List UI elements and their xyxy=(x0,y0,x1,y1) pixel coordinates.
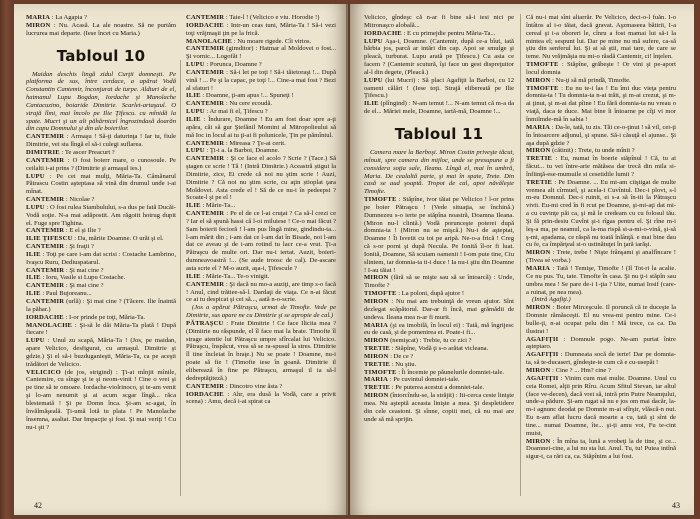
dialogue-text: : Şi mai cine ? xyxy=(64,266,104,274)
dialogue-line xyxy=(186,14,336,22)
speaker-name: ILIE xyxy=(186,202,201,210)
dialogue-line xyxy=(526,124,676,148)
dialogue-text: : Intr-un ceas tuni, Măria-Ta ! Să-i vezi toţi vrăjmaşii ţin pe la frică. xyxy=(186,21,336,37)
scene-title: Tabloul 10 xyxy=(56,46,146,65)
dialogue-text: : La poloni, după ajutor ! xyxy=(396,290,465,298)
dialogue-line xyxy=(186,22,336,38)
dialogue-text: : Boier Mirceşcule. Il poruncă că te duceşte la Domnie rămăsceşti. El nu vrea-mi pentru mine. Ce-i bulle-ţi, n-ai ocupat pelu din ! Mă trece, ca ca. Da ilustrat ! xyxy=(526,304,676,335)
dialogue-line xyxy=(26,14,176,22)
dialogue-line xyxy=(26,149,176,157)
stage-direction: Camera mare la Berboşi. Miron Costin priveşte tăcut, mînuit, spre camera din mijloc, unde se presupune a fi considera soţia sale, Ileana. Lîngă el, mai în umbră, Maria. De cealaltă parte, şi mai în spate, Trete. Din casă se aud şoaptă. Tropot de cal, apoi năvăleşte Timofte. xyxy=(364,148,514,196)
dialogue-line xyxy=(364,337,514,345)
speaker-name: MIRON xyxy=(526,76,551,84)
dialogue-line xyxy=(526,367,676,375)
speaker-name: ILIE xyxy=(26,290,41,298)
speaker-name: CANTEMIR xyxy=(186,100,225,108)
speaker-name: MANOLACHE xyxy=(26,321,73,329)
dialogue-text: : Doamne, ţi-am apus !... Spuneţi ! xyxy=(200,92,294,100)
dialogue-text: : Îndurare, Doamne ! Eu am fost doar spre a-ţi apăra, căi să gur Ştefănil Momini al Mitropolieului să mă Ioc in locul ai tu ţi-ai fi polunicele, Ţin pe pămîntul. xyxy=(186,115,336,139)
speaker-name: TRETIE xyxy=(364,360,391,368)
dialogue-line xyxy=(526,85,676,124)
dialogue-text: : Nu ştiu. xyxy=(390,360,417,368)
speaker-name: TRETIE xyxy=(526,178,553,186)
dialogue-line xyxy=(26,243,176,251)
speaker-name: LUPU xyxy=(26,172,45,180)
speaker-name: VELICICO xyxy=(26,368,61,376)
speaker-name: MARIA xyxy=(26,14,51,21)
dialogue-text: : Şi fraţii ? xyxy=(64,243,94,251)
dialogue-line xyxy=(186,210,336,273)
speaker-name: MIRON xyxy=(364,352,389,360)
dialogue-line xyxy=(26,322,176,338)
dialogue-text: : Dumneata socă de ierte! Dar pe domnia-ta, să te-ducaseri, gîndeşte-te cum că e cu-usepăt ! xyxy=(526,351,676,367)
dialogue-line xyxy=(186,281,336,305)
speaker-name: CANTEMIR xyxy=(26,227,65,235)
dialogue-text: (gimditor) : Hatmar al Moldovei o fost... Şi vornic... Logofăt ! xyxy=(186,45,336,61)
speaker-name: IORDACHE xyxy=(186,390,224,398)
dialogue-line xyxy=(186,61,336,69)
speaker-name: AGAFIŢII xyxy=(526,374,559,382)
dialogue-line xyxy=(526,147,676,155)
speaker-name: CANTEMIR xyxy=(186,14,225,21)
dialogue-text: : O fost rulea Stambulului, s-a dus pe fată Ducăi-Vodă soţie. N-a mai adăpostit. Am răgoitt hotrug dupit el. Fuge spre Tighina. xyxy=(26,203,176,227)
dialogue-line xyxy=(26,274,176,282)
dialogue-line xyxy=(526,155,676,179)
dialogue-text: : Mărie-Ta... xyxy=(200,202,236,210)
dialogue-line xyxy=(186,116,336,140)
speaker-name: CANTEMIR xyxy=(26,266,65,274)
speaker-name: ILIE xyxy=(26,250,41,258)
dialogue-line xyxy=(26,290,176,298)
speaker-name: CANTEMIR xyxy=(186,155,225,163)
dialogue-text: (cătinit) : Trete, tu unde mînii ? xyxy=(550,147,635,155)
dialogue-text: : Nu-ţi să mă prindă, Timofte. xyxy=(550,76,631,84)
dialogue-line xyxy=(186,391,336,407)
speaker-name: LUPU xyxy=(186,147,205,155)
dialogue-text: : Mireasa ? Ţe-ai cerit. xyxy=(224,139,286,147)
dialogue-line xyxy=(26,22,176,38)
dialogue-text: : Ahr, era dusă la Vodă, care a privit scena) : Amu, decă i-ai spirat ca xyxy=(186,390,336,406)
dialogue-line xyxy=(526,351,676,367)
dialogue-line xyxy=(26,298,176,314)
dialogue-text: : Stăpîne, grăbeşte ! Or vini şi pe-aport locul domnia xyxy=(526,61,676,76)
dialogue-line xyxy=(364,196,514,274)
dialogue-line xyxy=(186,147,336,155)
dialogue-line xyxy=(364,14,514,30)
dialogue-text: : Toţi pe care i-am dat scrisi : Costache Lambrino, Ivaşcu Ruru, Dediuspatarul. xyxy=(26,250,176,266)
speaker-name: ILIE xyxy=(26,274,41,282)
dialogue-line xyxy=(26,282,176,290)
speaker-name: LUPU xyxy=(26,337,45,345)
dialogue-text: : Nicolae ? xyxy=(64,196,95,204)
speaker-name: PĂTRAŞCU xyxy=(186,319,224,327)
dialogue-text: : Îi încemie pe păunelurile domniei-tale. xyxy=(396,368,505,376)
right-page-column-2 xyxy=(526,14,676,461)
speaker-name: ILIE xyxy=(186,92,201,100)
dialogue-text: : Nu mai am trebuinţă de vreun ajutor. Sînt dezlegat scăpătorul. Dar-ar fi încă, mai grămădii de undeva. Ileana mea n-ar fi murit. xyxy=(364,298,514,321)
speaker-name: MIRON xyxy=(526,437,551,445)
speaker-name: CANTEMIR xyxy=(186,280,225,288)
dialogue-text: : La Agapia ? xyxy=(50,14,88,21)
speaker-name: CANTEMIR xyxy=(186,45,225,53)
speaker-name: AGAFIŢII xyxy=(526,335,559,343)
dialogue-line xyxy=(526,179,676,250)
dialogue-text: : Stăpîne, Vodă ţi s-o arătat vicleana. xyxy=(390,345,489,353)
speaker-name: CANTEMIR xyxy=(26,298,65,305)
dialogue-line xyxy=(26,267,176,275)
dialogue-text: : Trete, trebe ! Nişte frânşami şi analfîncare ! (Tivea sé vorba.) xyxy=(526,249,676,265)
speaker-name: TRETIE xyxy=(526,155,553,163)
column-divider xyxy=(180,60,181,496)
dialogue-line xyxy=(364,274,514,290)
speaker-name: ILIE ŢIFESCU xyxy=(26,235,73,243)
dialogue-text: : Dincotro vine ăsta ? xyxy=(224,382,283,390)
speaker-name: MIRON xyxy=(526,304,551,312)
speaker-name: MIRON xyxy=(364,392,389,400)
dialogue-text: : Pe cuvintul domniei-tale. xyxy=(388,376,460,384)
dialogue-line xyxy=(364,290,514,298)
dialogue-line xyxy=(26,314,176,322)
dialogue-line xyxy=(26,369,176,432)
dialogue-line xyxy=(186,45,336,61)
dialogue-text: : În mîna ta, lună a vrobeţi la de tine, şi ce... Doamnei-cine, a lui nu sta lui. Anul. Tu, tu! Putea intînă sigur-t, ca rări ca, ca. Stăpînim a lui fost. xyxy=(526,437,676,461)
speaker-name: LUPU xyxy=(26,203,45,211)
dialogue-text: : Nu. Acasă. La ale noastre. Să ne purtăm lucrurea mai departe. (Iese încet cu Maria.) xyxy=(26,21,176,37)
speaker-name: CANTEMIR xyxy=(186,210,225,218)
dialogue-line xyxy=(526,14,676,61)
dialogue-line xyxy=(526,304,676,335)
speaker-name: CANTEMIR xyxy=(186,382,225,390)
dialogue-text: (plîngind) : N-am temut !... N-am temut că m-a da de el... Măriei mele, Doamne, iartă-mă, Doamne !... xyxy=(364,100,514,116)
left-page-column-1 xyxy=(26,14,176,431)
dialogue-line xyxy=(186,140,336,148)
dialogue-line xyxy=(186,202,336,210)
dialogue-line xyxy=(526,61,676,77)
dialogue-text: : Taie-l ! (Velicico e viu. Horodie !) xyxy=(224,14,320,21)
speaker-name: TRETIE xyxy=(364,345,391,353)
dialogue-line xyxy=(364,100,514,116)
speaker-name: MIRON xyxy=(26,21,51,29)
dialogue-line xyxy=(26,227,176,235)
speaker-name: MIRON xyxy=(526,147,551,155)
dialogue-text: : Frate Dimitrie ! Ce face Ilicita mea ? (Dimitrie nu răspunde, el îl face mai la brate. Timofte îl strage atentie lui Pătraşcu umpre sfîrcalat lui Velicico. Pătraşcu, înspăcut, vrea să se ra-spusul la stres. Dimitrie îl tine încleiat în braţe.) Nu se poate ! Doamne, nu-i poate să fie ! (Timofte iese în goană. Dimitrie il eliberează în fine pe Pătraşcu, armaşul il ia să-l dedreptăţiteză.) xyxy=(186,319,336,382)
dialogue-text: : Pe Doamne. ... Eu mi-am ciiştigat de multe vremea alt cîrmuel, şi acela-i Cuvîntul. Dec-i plovt, s-l m-eu Domnul. Dec-i ruinit, ei s-a să în-tii la Pătraşcu vivti. Eu-mi cred în fi rcut pe Doamne, şi-mi-aţi dat mi-a cu cuvinţe păi ca, şi mă le credeam cu cu folosul tău. Şi fă prin-desiu Cuvînt şi-i rîgas pentru el. Şi rîne m-i leş-a ma, pe neamul, ca la-ma rispă si-a-mi-o-vină, şi-să ş-mi, apadama, ce răspă nu toată înlânţă. e mai bine dau cu fe, ca împărţeal si-o ustinătuţei în ţară iarăşi. xyxy=(526,178,676,249)
dialogue-line xyxy=(186,108,336,116)
speaker-name: MIRON xyxy=(364,337,389,345)
speaker-name: CANTEMIR xyxy=(26,156,65,164)
speaker-name: LUPU xyxy=(364,76,383,84)
dialogue-line xyxy=(364,392,514,423)
dialogue-line xyxy=(526,336,676,352)
dialogue-line xyxy=(26,204,176,228)
left-page-column-2 xyxy=(186,14,336,406)
dialogue-line xyxy=(364,77,514,101)
dialogue-line xyxy=(186,273,336,281)
dialogue-text: : Pe el de ce l-ai cruţat ? Ca să-l crezi ce ? Iar el să spună hassi că l-oi miluiese ! Ce-o mai făcut ? Sam boierii fecioră ! l-am pus lîngă mine, gindindu-ta... l-am mărit din ; i-am dat ce l-am dat în Bisade, noi l-am dat ce aveau şi de i-am rotind tu lacr ce-a vrut. Ţi-a Pătraşcu de multe ori. Dar nu-i iertat. Auzit, boieri-dumneavoastră !... (Se aude troosc de cal). De-ascare asta scrie el ? M-o auzit, aşa-i, Ţifescule ? xyxy=(186,210,336,272)
dialogue-text: : Ar mai fi el, Ţifescu ? xyxy=(204,108,268,116)
speaker-name: IORDACHE xyxy=(26,313,64,321)
dialogue-text: (urlă) : Şi mai cine ? (Tăcere. Ilie înaintă la păhar.) xyxy=(26,298,176,313)
speaker-name: ILIE xyxy=(186,272,201,280)
dialogue-text: : Pe puterea acestui a domniei-tale. xyxy=(390,384,485,392)
dialogue-text: : E el şi Ilie ? xyxy=(64,227,101,235)
dialogue-line xyxy=(26,235,176,243)
speaker-name: IORDACHE xyxy=(364,29,402,37)
dialogue-line xyxy=(526,375,676,438)
stage-direction: (Jos a apărut Pătraşcu, urmat de Timofte. Vede pe Dimitrie, sus apare ne cu Dimitrie şi se apropie de cal.) xyxy=(186,304,336,320)
dialogue-text: : Domnule pogo. Ne-am purtat între aşteptaro. xyxy=(526,335,676,351)
speaker-name: MARIA xyxy=(526,123,551,131)
speaker-name: MIRON xyxy=(526,366,551,374)
dialogue-line xyxy=(26,133,176,149)
dialogue-line xyxy=(26,173,176,197)
dialogue-text: : Nu moare rigede. Cîi virtos. xyxy=(232,37,312,45)
dialogue-line xyxy=(364,322,514,338)
dialogue-text: : Unul zu scapă, Măria-Ta ! (Jos, pe maidan, apare Velicico, desfigurat, cu armaşul. Dimitrie şi gdzie.) Şi el să-i buzduganieşti, Măria-Ta, ca pe aceşti trădători de Velicico. xyxy=(26,337,176,368)
speaker-name: ILIE xyxy=(186,115,201,123)
dialogue-line xyxy=(26,196,176,204)
right-page xyxy=(350,4,694,515)
dialogue-text: : Ioru, Vasile si Lupu Costache. xyxy=(40,274,126,282)
dialogue-line xyxy=(186,100,336,108)
dialogue-text: (de jos, strigind) : Ţi-ai mînjit mînile, Cantemire, cu sînge şi ie şi neom-vinit ! Cine o vrei şi pe tine să te omoare. Iordache-violrinoco, şi te-am venit şi lo-am nenumit şi ai acum scgar lîngă... răca blestemată ! Şi pe Domn înca. Şi-am sc-agat, în învălmăşeală. Ţi-umă lotă tu plata ! Pe Manolache însemna, asaltat. Dar Impacţie şi fost. Şi mai veriţi ! Cu nu-i şti ? xyxy=(26,368,176,431)
dialogue-text: : Şi ce face el acolo ? Scrie ? (Tace.) Să ştagen ce scrie ! Tă ! (Intră Dimitrie.) Aceastră știgui la Dimitrie, zice, Ei crede că noi nu ştim scrie ! Auzi, Dimitrie ? Că noi nu ştim scrie, cu aţin știoplat ţara Moldovei. Asta crede el ! Să de ce nu-i în pedeepsi ? Scoate-l şi pe el ! xyxy=(186,155,336,202)
stage-direction: Maidan deschis lingă zidul Curţii domneşti. Pe platforma de sus, între cerdace, a apărut Vodă Constantin Cantemir, înconjurat de turpe. Aldturi de el, hatmanul Lupu Bogdan, Iordache şi Manolache Cantacuzino, boiaride Dimitrie. Scarlet-artaşaul. O strajă lîmi, mai încolo pe Ilie Ţifescu. cu mînidă la spate. Mucri şi un alt păhărnicel îngrozindasă doarăn din capu Domnului şi din ale boierilor. xyxy=(26,70,176,133)
dialogue-text: : Cine ? ... Hm? cine ? xyxy=(550,366,611,374)
speaker-name: TIMOFTE xyxy=(364,368,397,376)
speaker-name: DIMITRIE xyxy=(26,148,60,156)
speaker-name: TIMOFTE xyxy=(364,290,397,298)
dialogue-text: : Eu nu te-i las ! Eu îmi duc vieţa pentru domnia-ta ! Tu domnia-ta n-ai trăit, şi m-ai crezut, şi m-ai ţinut, şi m-ai dat pîine ! Eu fără domnia-ta nu vreau o viaţă, daca te duce. Mai bine îi întoarne pe cîţi vi mor înmilmde-mă în sabia ! xyxy=(526,84,676,123)
dialogue-line xyxy=(526,265,676,296)
dialogue-line xyxy=(186,155,336,202)
dialogue-text: : Da-le, tată, tu zis. Tăi ce-o-ţinut ! să vil, cei-ţi în întoarcere adjunul, şi spune. Să-i căsuţă el ajunse.. Şi aşa după gdzie ? xyxy=(526,123,676,147)
dialogue-text: : Vinim cum mai multe. Doamne. Unul cu ceia Romei, alţii prin Rîru. Acum Sfitul Stevan, iar altul (face ve-decen), dacă vrei să, intră prin Putre Neamţului, unde-a pădure. Şi-am rugat să nu e jos om mai dacăr, la-m-i agnunc deodat pe Domnie m-ai sfîrşir, vlăscă-n nut. Eu n-am aflat lucru dacă moarte a cu, tată şi sînt de tine... numai Doamne, îte... şi-ți amu voi, Fu te-cint muist, xyxy=(526,374,676,437)
dialogue-text: : Ţi-i a. la Barboi, Doamne. xyxy=(204,147,280,155)
speaker-name: LUPU xyxy=(186,61,205,69)
dialogue-text: (şi ea imobilă, în locul ei) : Tată, mă îngrijesc eu de casă, şi de pomenirea ei. Poate-i fi... xyxy=(364,321,514,337)
dialogue-text: : Da, mărite Doamne. O urăt şi el. xyxy=(72,235,164,243)
dialogue-text: : Porunca, Doamne ? xyxy=(204,61,262,69)
right-page-column-1 xyxy=(364,14,514,424)
page-number: 43 xyxy=(672,501,680,510)
speaker-name: LUPU xyxy=(364,37,383,45)
dialogue-line xyxy=(364,361,514,369)
dialogue-text: : Armaşu ! Să-ţi daturinţa ! Iar tu, fiule Dimitrie, vei sta lîngă el să-i culegi suflarea. xyxy=(26,133,176,149)
dialogue-line xyxy=(364,384,514,392)
dialogue-text: (nemişcat) : Trebie, tu ce zici ? xyxy=(388,337,472,345)
speaker-name: TIMOFTE xyxy=(364,196,397,204)
dialogue-text: : Te ascer Preacurt ? xyxy=(59,148,115,156)
dialogue-text: Aşa-i, Doamne. (Cantemir, după ce-a bîut, iată bărbia jos, parcă ar intări din cap. Apoi se smulge şi pleacă, turburat. Lupu arată pe Ţifescu.) Cu asta ce facem ? (Cantemir scutură, îşi face un gest dispreţuitor al-l din degete, (Pleacă.) xyxy=(364,37,514,76)
dialogue-line xyxy=(186,320,336,383)
dialogue-text: : Şi dacă nu mo-a auziţi, are timp s-o facă ! Anul, cind trătiee-să-l. Dardaţi de viaţa. Ce n-ai făcut ce ai tu despicat şi cei să..., aată n-o-scrie. xyxy=(186,280,336,304)
dialogue-line xyxy=(186,69,336,93)
speaker-name: TRETIE xyxy=(364,384,391,392)
dialogue-line xyxy=(26,337,176,368)
dialogue-line xyxy=(364,376,514,384)
dialogue-line xyxy=(364,38,514,77)
dialogue-text: : Şi mai cine ? xyxy=(64,282,104,290)
speaker-name: ILIE xyxy=(364,100,379,108)
speaker-name: CANTEMIR xyxy=(186,139,225,147)
dialogue-text: : De ce ? xyxy=(388,352,414,360)
dialogue-line xyxy=(186,383,336,391)
dialogue-line xyxy=(364,298,514,322)
dialogue-text: : E cu primejdie pentru Măria-Ta... xyxy=(401,29,496,37)
dialogue-text: : O fost boierr mare, o cunosoule. Pe ceilalti i-ai prins ? (Dimitrie şi armaşul ies.) xyxy=(26,156,176,172)
dialogue-text: : Mărie-Ta... Te-o vinigit. xyxy=(200,272,270,280)
speaker-name: CANTEMIR xyxy=(26,133,65,141)
dialogue-text: : Pe cei mai mulţi, Măria-Ta. Câmănarul Pătrascu Costin aşteptasa să vină din drumul unde i-ai mînat. xyxy=(26,172,176,196)
dialogue-text: : Nu cere ecoudă. xyxy=(224,100,273,108)
dialogue-text: Velicico, gîndeşc că n-ar fi bine să-i iesi nici pe Mitronaşco alobală... xyxy=(364,14,514,29)
dialogue-line xyxy=(364,345,514,353)
dialogue-line xyxy=(186,38,336,46)
speaker-name: MARIA xyxy=(364,321,389,329)
speaker-name: MIRON xyxy=(364,298,389,305)
stage-direction: (Intră Agafiţi.) xyxy=(532,296,571,304)
speaker-name: MARIA xyxy=(364,376,389,384)
page-number: 42 xyxy=(34,501,42,510)
dialogue-text: : Să-i let pe toţi ! Să-i tăietoraşi !... După vină ! ... Pe şi la capac, pe toţi !... Cine-a mai fost ? Bezi al sfaturi ! xyxy=(186,68,336,92)
speaker-name: CANTEMIR xyxy=(26,243,65,251)
dialogue-line xyxy=(26,251,176,267)
speaker-name: MARIA xyxy=(526,265,551,272)
dialogue-text: : Paul Bujoreanu... xyxy=(40,290,92,298)
dialogue-line xyxy=(364,353,514,361)
dialogue-line xyxy=(364,369,514,377)
dialogue-line xyxy=(26,157,176,173)
dialogue-text: : Şi-să le dăi Măria-Ta plată ! După fiecare ! xyxy=(26,321,176,337)
dialogue-text: (întorcîndu-se, la străjit) : Iti-cerca ceste linişte mea. Nu aşteptă aceasta linişte a mea. Şi despletidere din cele ceastoni. Şi sînne, copiii mei, că nu mai are unde să mă sprijin. xyxy=(364,392,514,423)
speaker-name: CANTEMIR xyxy=(26,196,65,204)
scene-title: Tabloul 11 xyxy=(394,124,484,143)
speaker-name: AGAFIŢII xyxy=(526,351,559,359)
speaker-name: CANTEMIR xyxy=(26,282,65,290)
dialogue-text: Că nu-i mai sînt aliarrăr. Pe Velicico, deci-o-l fuăn. I-o întâtos al i-o tăiat, dacă gravat. Aşzmaseea bătirii, I-a cereal şi i-a oboreri le, cînru a fost mamai lui să-i la mintea el; sespunt lui. Dar pe mine nu mă sufere, ca-să ştiu din senferul lui. Şi ai să ştii, mai tare, de care se teme. Nu vrăjmăşia nu mi-o răsdă Cantemir, ci! înţelen. xyxy=(526,14,676,61)
dialogue-line xyxy=(526,249,676,265)
speaker-name: MIRON xyxy=(364,274,389,282)
speaker-name: TIMOFTE xyxy=(526,84,559,92)
dialogue-text: : Eu, numai în boerie stăpînul ! Că, tu ai făcut... tu vei între-arie mătăsea dar trecă din mila si-înfiinţă-ese-mumuile si cesetidile lumii ? xyxy=(526,155,676,178)
dialogue-text: : Tată ! Temişe, Timofte ! (Il Tot-ri la acalie. Ce nu pus. Tu, tate. Timofte în casa. Şi nu ţi-i stăpîn sau umbra mea ! Se pare de-i 1-ţia ? Uite, numai Iosif (care-a ruinat, pe nea mea). xyxy=(526,265,676,296)
dialogue-text: (lui Mucri) : Să placi Agafiţii la Barboi, cu 12 oameni călări ! (Iese toţi. Strajă elibereată pe Ilie Ţifescu.) xyxy=(364,76,514,100)
speaker-name: LUPU xyxy=(186,108,205,116)
dialogue-text: : Stăpîne, ivor tăiat pe Velicico ! l-or prins pe boier Pătraşcu ! (Vede situaţia, se închină.) Dumnezeu s-o ierte pe stăpîna noastră, Doamna Ileana. (Miron nu-l clintă.) Vodă porunceşte poterei după domnia-ta ! (Miron nu se mişcă.) Nu-i de aşteptat, Doamne ! Îi Isvetit cu toi pe aripă. Ne-o-a frică ! Creg că s-or porni şi după Necula. Pe Ionită îl-or fi luat. Ionită, Doamne, Să scuiam oamenii ! I-om pute tine, Ciu slintem, iar domnia-ta ti-i duce ! Ia nu-i ştiu din Doamne ! I-au tăiat ! xyxy=(364,196,514,274)
dialogue-text: (fără să se mişte sau să se întoarcă) : Unde, Timofte ? xyxy=(364,274,514,290)
column-divider xyxy=(520,14,521,496)
left-page xyxy=(14,4,348,515)
speaker-name: MANOLACHE xyxy=(186,37,233,45)
speaker-name: MIRON xyxy=(526,249,551,257)
dialogue-line xyxy=(526,77,676,85)
speaker-name: CANTEMIR xyxy=(186,68,225,76)
speaker-name: TIMOFTE xyxy=(526,61,559,69)
speaker-name: IORDACHE xyxy=(186,21,224,29)
dialogue-text: : I-or prinde pe toţi, Măria-Ta. xyxy=(63,313,146,321)
dialogue-line xyxy=(186,92,336,100)
dialogue-line xyxy=(526,438,676,462)
dialogue-line xyxy=(364,30,514,38)
